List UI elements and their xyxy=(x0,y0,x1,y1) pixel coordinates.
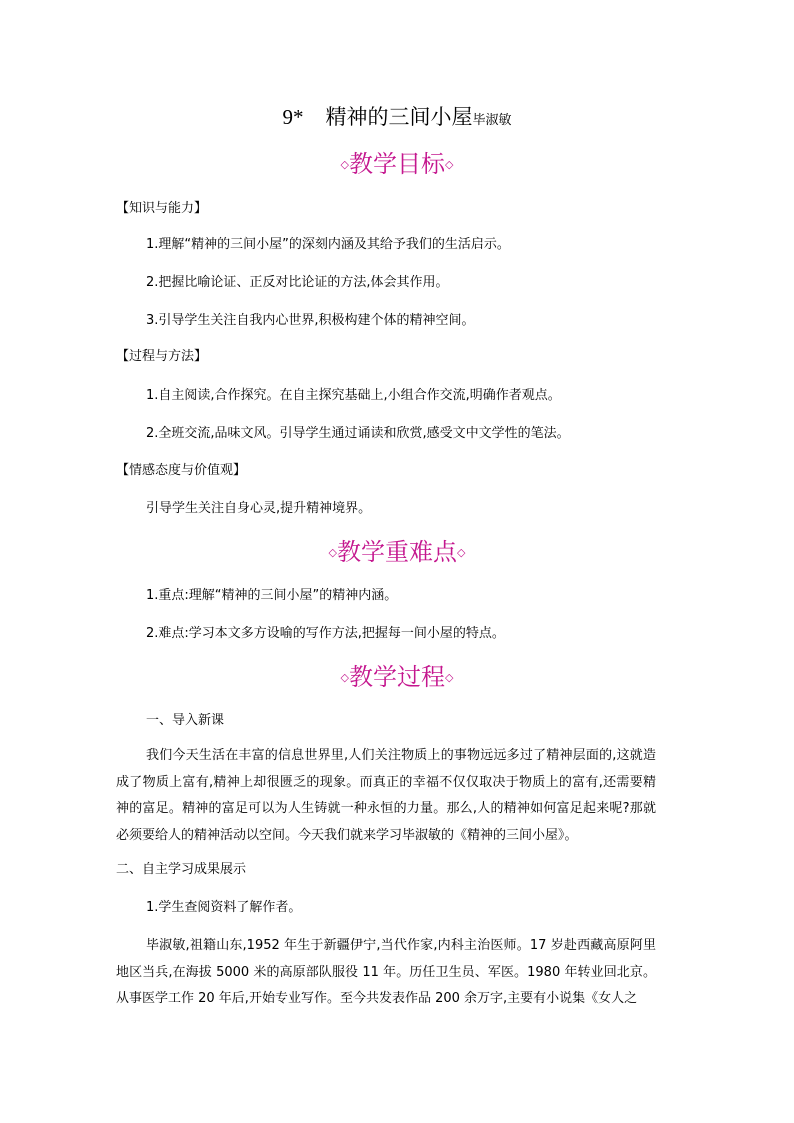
diamond-icon: ◇ xyxy=(445,158,454,171)
knowledge-item-2: 2.把握比喻论证、正反对比论证的方法,体会其作用。 xyxy=(146,275,449,290)
lesson-number: 9* xyxy=(282,105,304,129)
diamond-icon: ◇ xyxy=(457,546,466,559)
step2-title: 二、自主学习成果展示 xyxy=(116,862,247,877)
process-method-item-2: 2.全班交流,品味文风。引导学生通过诵读和欣赏,感受文中文学性的笔法。 xyxy=(146,426,570,441)
key-points-heading-text: 教学重难点 xyxy=(337,538,457,566)
process-method-label: 【过程与方法】 xyxy=(116,349,208,364)
lesson-author: 毕淑敏 xyxy=(472,113,512,128)
lesson-title-text: 精神的三间小屋 xyxy=(325,105,473,129)
diamond-icon: ◇ xyxy=(445,671,454,684)
diamond-icon: ◇ xyxy=(340,158,349,171)
emotion-label: 【情感态度与价值观】 xyxy=(116,463,247,478)
key-point-1: 1.重点:理解“精神的三间小屋”的精神内涵。 xyxy=(146,588,398,603)
diamond-icon: ◇ xyxy=(340,671,349,684)
knowledge-label: 【知识与能力】 xyxy=(116,201,208,216)
knowledge-item-3: 3.引导学生关注自我内心世界,积极构建个体的精神空间。 xyxy=(146,313,475,328)
step1-paragraph: 我们今天生活在丰富的信息世界里,人们关注物质上的事物远远多过了精神层面的,这就造成了物质上富有,精神上却很匮乏的现象。而真正的幸福不仅仅取决于物质上的富有,还需要精神的富足。精神的富足可以为人生铸就一种永恒的力量。那么,人的精神如何富足起来呢?那就必须要给人的精神活动以空间。今天我们就来学习毕淑敏的《精神的三间小屋》。 xyxy=(116,748,656,843)
knowledge-item-1: 1.理解“精神的三间小屋”的深刻内涵及其给予我们的生活启示。 xyxy=(146,237,510,252)
objectives-heading-text: 教学目标 xyxy=(349,150,445,178)
author-bio-paragraph: 毕淑敏,祖籍山东,1952 年生于新疆伊宁,当代作家,内科主治医师。17 岁赴西藏高原阿里地区当兵,在海拔 5000 米的高原部队服役 11 年。历任卫生员、军医。1980 年转业回北京。从事医学工作 20 年后,开始专业写作。至今共发表作品 200 余万字,主要有小说集《女人之 xyxy=(116,938,656,1006)
teaching-process-heading xyxy=(0,661,794,694)
lesson-title xyxy=(0,102,794,136)
emotion-text: 引导学生关注自身心灵,提升精神境界。 xyxy=(146,501,372,516)
diamond-icon: ◇ xyxy=(328,546,337,559)
teaching-process-heading-text: 教学过程 xyxy=(349,663,445,691)
key-point-2: 2.难点:学习本文多方设喻的写作方法,把握每一间小屋的特点。 xyxy=(146,626,505,641)
key-points-heading xyxy=(0,536,794,569)
process-method-item-1: 1.自主阅读,合作探究。在自主探究基础上,小组合作交流,明确作者观点。 xyxy=(146,388,561,403)
step2-item-1: 1.学生查阅资料了解作者。 xyxy=(146,900,302,915)
step1-title: 一、导入新课 xyxy=(146,713,225,728)
objectives-heading xyxy=(0,148,794,181)
